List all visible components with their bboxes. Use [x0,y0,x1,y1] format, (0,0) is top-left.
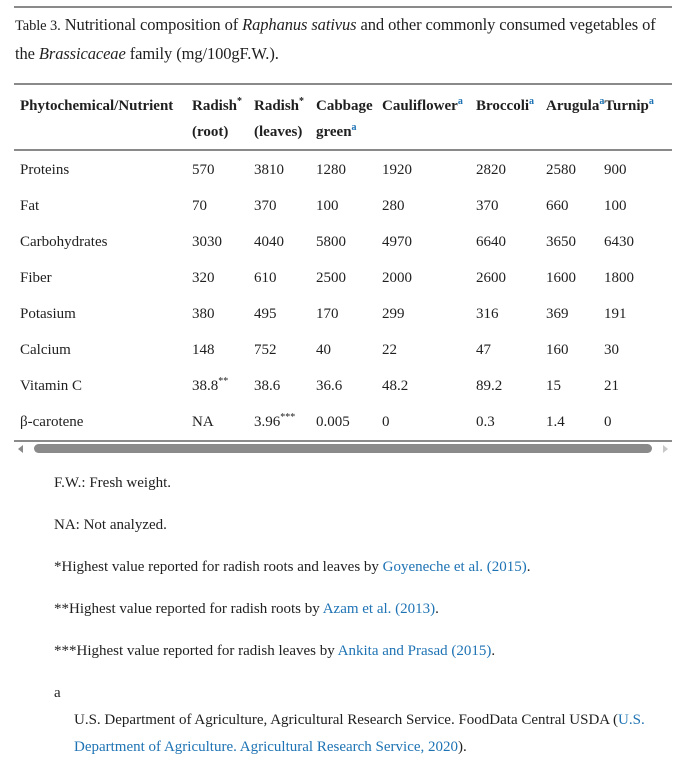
table-cell [476,188,546,224]
column-header [192,85,254,149]
column-header [254,85,316,149]
cell-value: 48.2 [382,378,409,394]
header-text: Radish [254,98,300,114]
cell-value: 191 [604,306,627,322]
cell-value: 0.3 [476,414,495,430]
cell-value: 1.4 [546,414,565,430]
nutrition-table [14,85,672,149]
table-cell [546,368,604,404]
header-footnote-mark: * [299,96,305,107]
table-cell [604,332,672,368]
header-text: Cabbage [316,98,373,114]
header-text: Cauliflower [382,98,458,114]
table-cell [604,296,672,332]
table-cell [476,404,546,440]
caption-text: family (mg/100gF.W.). [125,44,279,63]
table-cell [604,188,672,224]
table-cell [316,224,382,260]
cell-value: 610 [254,270,277,286]
nutrition-table-body [14,151,672,440]
scroll-right-arrow-icon[interactable] [663,445,668,453]
cell-value: 148 [192,342,215,358]
cell-value: 2000 [382,270,412,286]
cell-value: 316 [476,306,499,322]
table-cell [254,332,316,368]
cell-value: 36.6 [316,378,343,394]
header-text: Radish [192,98,238,114]
table-cell [382,332,476,368]
header-subtext: (root) [192,124,229,140]
table-cell [192,151,254,188]
column-header [476,85,546,149]
header-text: Phytochemical/Nutrient [20,98,174,114]
column-header [382,85,476,149]
table-cell [316,260,382,296]
header-footnote-mark[interactable]: a [599,96,605,107]
footnote-period: . [526,559,531,575]
table-cell [192,404,254,440]
table-cell [604,368,672,404]
cell-value: 38.6 [254,378,281,394]
table-cell [546,260,604,296]
row-label [14,332,192,368]
cell-value: 2580 [546,162,576,178]
table-cell [382,368,476,404]
table-cell [546,224,604,260]
column-header [316,85,382,149]
table-cell [382,151,476,188]
cell-value: 160 [546,342,569,358]
table-row [14,296,672,332]
cell-value: 660 [546,198,569,214]
table-cell [546,404,604,440]
table-cell [316,296,382,332]
ref-link-azam[interactable]: Azam et al. (2013) [322,601,436,617]
footnote-a [74,707,672,761]
table-cell [192,368,254,404]
cell-value: 3810 [254,162,284,178]
header-text: Broccoli [476,98,530,114]
table-cell [254,296,316,332]
table-cell [254,188,316,224]
table-cell [254,260,316,296]
cell-value: Fiber [20,270,52,286]
table-cell [316,368,382,404]
cell-value: 1800 [604,270,634,286]
cell-value: 495 [254,306,277,322]
header-footnote-mark[interactable]: a [457,96,463,107]
table-cell [382,296,476,332]
cell-value: 299 [382,306,405,322]
cell-value: 6640 [476,234,506,250]
column-header [604,85,672,149]
footnote-end: ). [458,739,467,755]
table-figure [14,6,672,761]
row-label [14,368,192,404]
header-subtext: green [316,124,352,140]
cell-value: 15 [546,378,561,394]
table-row [14,151,672,188]
cell-value: 2600 [476,270,506,286]
cell-value: 0 [382,414,390,430]
table-cell [476,224,546,260]
table-row [14,404,672,440]
cell-value: 6430 [604,234,634,250]
ref-link-ankita[interactable]: Ankita and Prasad (2015) [337,643,492,659]
table-cell [316,404,382,440]
cell-value: 280 [382,198,405,214]
table-cell [316,188,382,224]
table-cell [476,368,546,404]
column-header [14,85,192,149]
footnote-period: . [435,601,439,617]
table-cell [316,151,382,188]
cell-value: 100 [604,198,627,214]
cell-value: NA [192,414,214,430]
cell-value: 752 [254,342,277,358]
table-cell [476,296,546,332]
cell-value: 170 [316,306,339,322]
footnote-text: U.S. Department of Agriculture, Agricultural Research Service. FoodData Central USDA ( [74,712,619,728]
scroll-thumb[interactable] [34,444,652,453]
table-cell [546,151,604,188]
table-cell [192,296,254,332]
column-header [546,85,604,149]
table-row [14,188,672,224]
header-footnote-mark: * [237,96,243,107]
footnote-star3 [54,641,672,661]
cell-footnote-mark: *** [280,412,296,423]
cell-value: 0 [604,414,612,430]
cell-value: 370 [476,198,499,214]
cell-value: 370 [254,198,277,214]
table-cell [192,188,254,224]
row-label [14,260,192,296]
cell-value: 3650 [546,234,576,250]
row-label [14,224,192,260]
cell-value: Calcium [20,342,71,358]
row-label [14,296,192,332]
table-cell [476,260,546,296]
table-row [14,368,672,404]
caption-label: Table 3. [15,18,61,34]
cell-value: 38.8 [192,378,219,394]
table-row [14,332,672,368]
cell-value: 2500 [316,270,346,286]
table-cell [382,260,476,296]
caption-species: Raphanus sativus [242,15,357,34]
caption-text: and other commonly consumed vegetables of the [15,15,656,63]
footnote-period: . [491,643,496,659]
table-cell [382,188,476,224]
footnote-star1 [54,557,672,577]
cell-value: 40 [316,342,331,358]
footnote-fw: F.W.: Fresh weight. [54,475,171,491]
cell-value: 21 [604,378,619,394]
table-cell [254,368,316,404]
table-cell [546,188,604,224]
table-caption [14,8,672,67]
caption-family: Brassicaceae [38,44,126,63]
header-row [14,85,672,149]
cell-value: Potasium [20,306,76,322]
table-cell [254,224,316,260]
cell-value: 900 [604,162,627,178]
header-footnote-mark[interactable]: a [529,96,535,107]
cell-value: 0.005 [316,414,350,430]
ref-link-usda[interactable]: U.S. Department of Agriculture. Agricultural Research Service, 2020 [74,712,645,755]
row-label [14,188,192,224]
cell-footnote-mark: ** [218,376,229,387]
table-cell [192,260,254,296]
cell-value: 320 [192,270,215,286]
horizontal-scrollbar[interactable] [14,442,672,458]
cell-value: 3030 [192,234,222,250]
cell-value: 4970 [382,234,412,250]
header-text: Arugula [546,98,600,114]
cell-value: 570 [192,162,215,178]
cell-value: 380 [192,306,215,322]
footnote-text: *Highest value reported for radish roots and leaves by [54,559,383,575]
table-row [14,260,672,296]
cell-value: 1280 [316,162,346,178]
table-cell [546,296,604,332]
table-footnotes [54,473,672,761]
cell-value: Fat [20,198,40,214]
cell-value: Vitamin C [20,378,83,394]
cell-value: 3.96 [254,414,281,430]
cell-value: β-carotene [20,414,84,430]
cell-value: 2820 [476,162,506,178]
header-subtext: (leaves) [254,124,303,140]
footnote-na: NA: Not analyzed. [54,517,167,533]
ref-link-goyeneche[interactable]: Goyeneche et al. (2015) [382,559,527,575]
row-label [14,404,192,440]
row-label [14,151,192,188]
header-text: Turnip [604,98,649,114]
footnote-text: ***Highest value reported for radish leaves by [54,643,338,659]
table-cell [604,224,672,260]
header-footnote-mark[interactable]: a [351,122,357,133]
table-cell [192,332,254,368]
table-cell [546,332,604,368]
cell-value: 70 [192,198,207,214]
footnote-text: **Highest value reported for radish roots by [54,601,323,617]
cell-value: 1920 [382,162,412,178]
scroll-left-arrow-icon[interactable] [18,445,23,453]
cell-value: Carbohydrates [20,234,108,250]
cell-value: 89.2 [476,378,503,394]
table-cell [476,332,546,368]
cell-value: 100 [316,198,339,214]
cell-value: 22 [382,342,397,358]
table-cell [192,224,254,260]
cell-value: 30 [604,342,619,358]
table-cell [254,151,316,188]
table-cell [382,404,476,440]
footnote-a-label: a [54,685,61,701]
table-cell [476,151,546,188]
cell-value: 369 [546,306,569,322]
table-cell [254,404,316,440]
cell-value: 5800 [316,234,346,250]
table-row [14,224,672,260]
header-footnote-mark[interactable]: a [648,96,654,107]
cell-value: 1600 [546,270,576,286]
cell-value: 4040 [254,234,284,250]
table-cell [604,151,672,188]
table-cell [604,260,672,296]
caption-text: Nutritional composition of [60,15,243,34]
cell-value: Proteins [20,162,70,178]
table-cell [382,224,476,260]
cell-value: 47 [476,342,491,358]
footnote-star2 [54,599,672,619]
table-cell [316,332,382,368]
table-cell [604,404,672,440]
